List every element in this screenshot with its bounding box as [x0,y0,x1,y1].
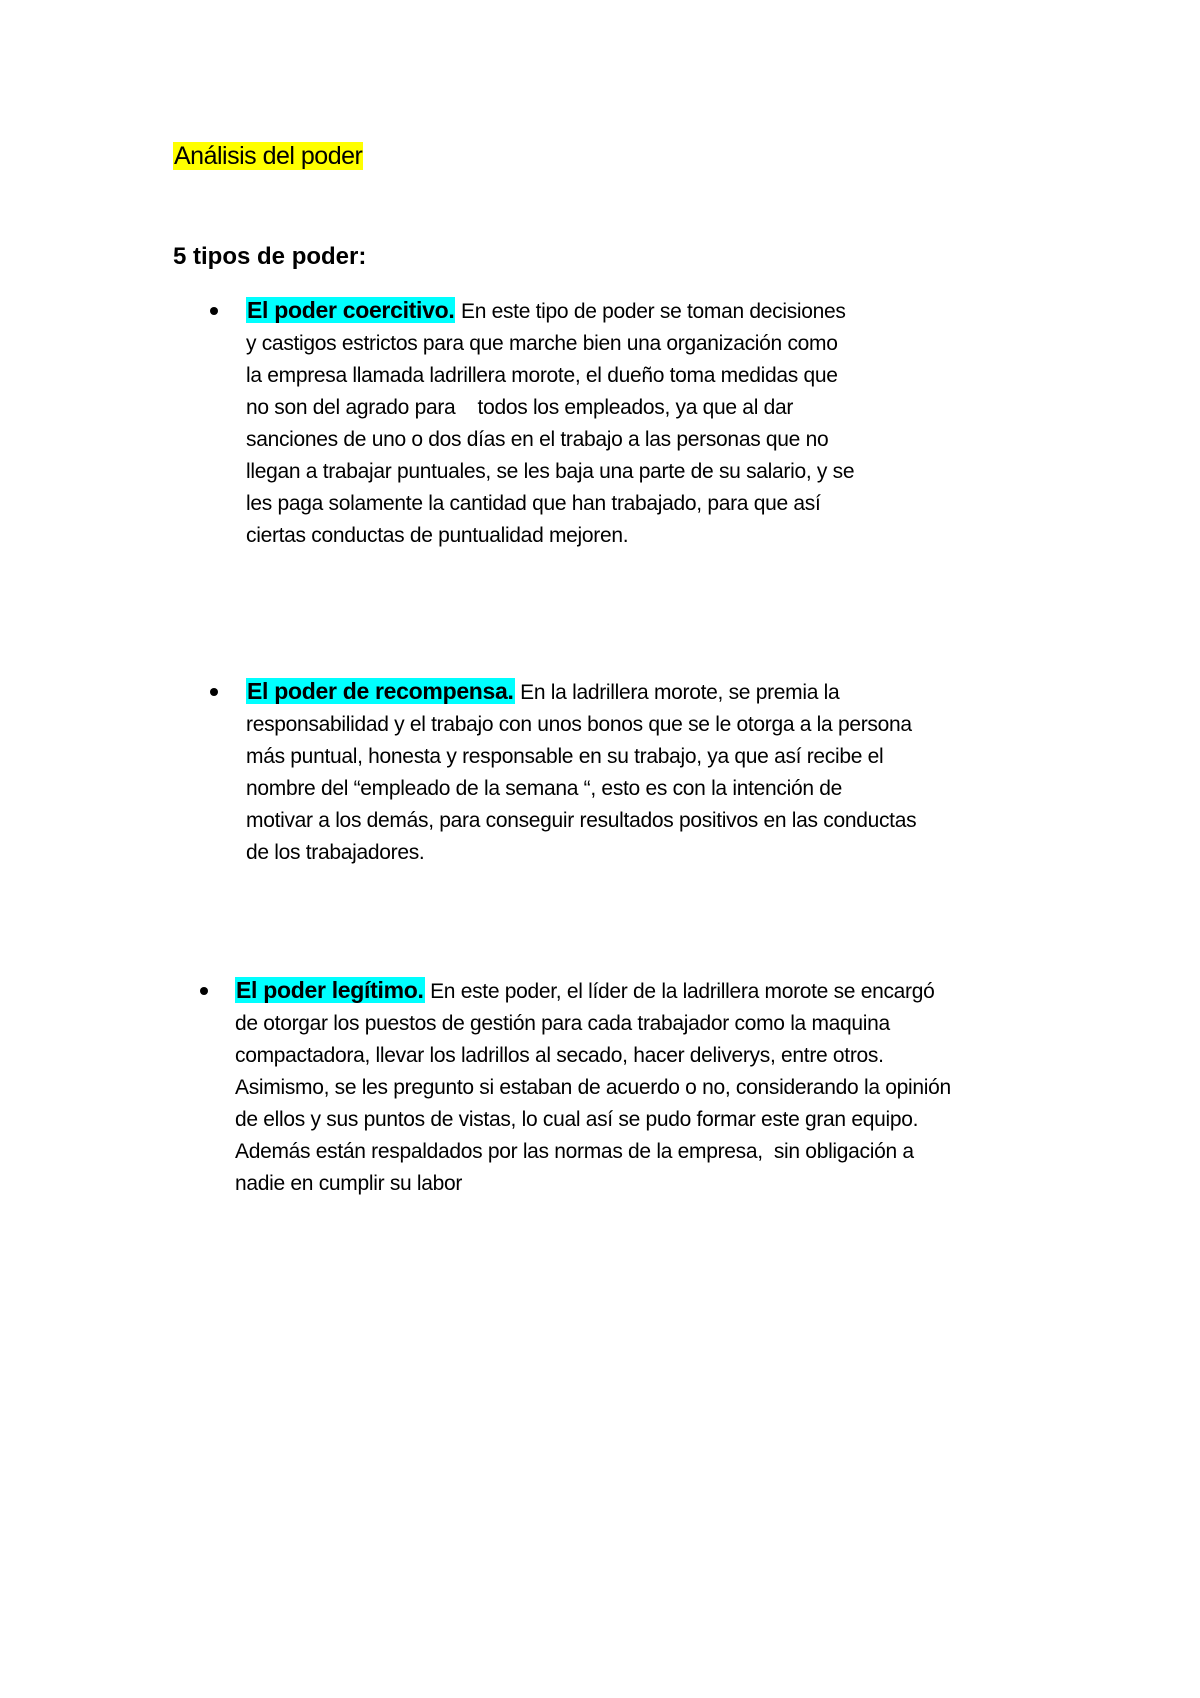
bullet-line: nadie en cumplir su labor [235,1172,463,1195]
bullet-line: ciertas conductas de puntualidad mejoren. [246,524,629,547]
bullet-first-line [246,675,986,709]
bullet-term: El poder de recompensa. [247,678,514,704]
bullet-line: motivar a los demás, para conseguir resultados positivos en las conductas [246,809,917,832]
bullet-line: nombre del “empleado de la semana “, esto es con la intención de [246,777,843,800]
bullet-line: de los trabajadores. [246,841,425,864]
bullet-line: Además están respaldados por las normas de la empresa, sin obligación a [235,1140,914,1163]
bullet-first-line [235,974,1035,1008]
bullet-line: no son del agrado para todos los empleados, ya que al dar [246,396,794,419]
bullet-first-line-text: En este poder, el líder de la ladrillera morote se encargó [424,980,935,1003]
bullet-line: les paga solamente la cantidad que han trabajado, para que así [246,492,821,515]
section-heading: 5 tipos de poder: [173,243,367,270]
bullet-item-coercitivo [246,294,986,552]
bullet-first-line-text: En este tipo de poder se toman decisiones [455,300,846,323]
bullet-term: El poder legítimo. [236,977,424,1003]
bullet-line: responsabilidad y el trabajo con unos bonos que se le otorga a la persona [246,713,912,736]
bullet-line: compactadora, llevar los ladrillos al secado, hacer deliverys, entre otros. [235,1044,884,1067]
bullet-term: El poder coercitivo. [247,297,455,323]
document-title-text: Análisis del poder [174,142,363,170]
bullet-dot-icon [200,987,208,995]
bullet-line: la empresa llamada ladrillera morote, el dueño toma medidas que [246,364,838,387]
bullet-item-recompensa [246,675,986,869]
bullet-line: llegan a trabajar puntuales, se les baja una parte de su salario, y se [246,460,855,483]
document-title [173,141,363,171]
bullet-dot-icon [210,688,218,696]
bullet-dot-icon [210,307,218,315]
bullet-line: Asimismo, se les pregunto si estaban de acuerdo o no, considerando la opinión [235,1076,951,1099]
bullet-line: de otorgar los puestos de gestión para cada trabajador como la maquina [235,1012,890,1035]
bullet-line: sanciones de uno o dos días en el trabajo a las personas que no [246,428,829,451]
bullet-line: y castigos estrictos para que marche bien una organización como [246,332,838,355]
bullet-item-legitimo [235,974,1035,1200]
bullet-first-line-text: En la ladrillera morote, se premia la [514,681,840,704]
bullet-first-line [246,294,986,328]
bullet-line: más puntual, honesta y responsable en su trabajo, ya que así recibe el [246,745,884,768]
bullet-line: de ellos y sus puntos de vistas, lo cual así se pudo formar este gran equipo. [235,1108,919,1131]
